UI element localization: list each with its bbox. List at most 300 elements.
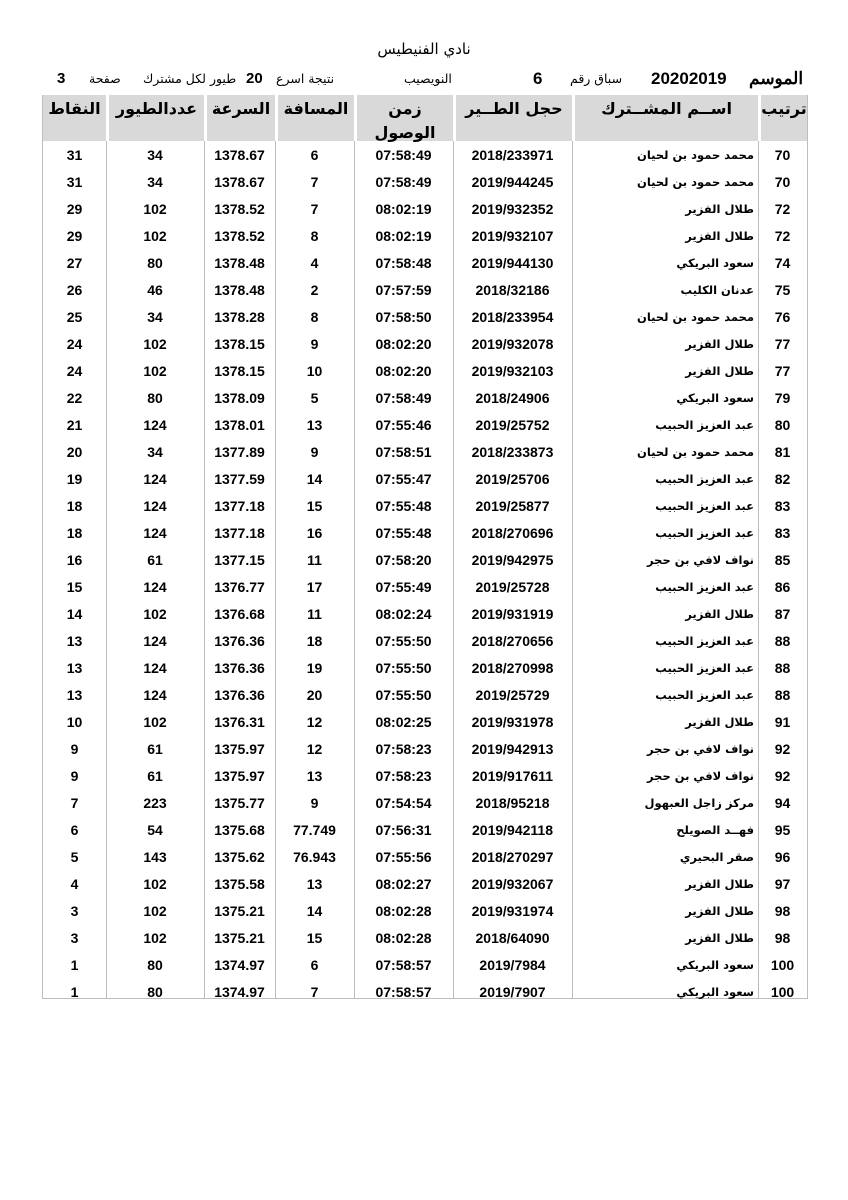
table-row	[43, 277, 807, 304]
birds-cell: 143	[143, 849, 167, 865]
distance-cell: 7	[310, 174, 319, 190]
rank-cell: 77	[774, 363, 791, 379]
arrival-cell: 07:55:46	[375, 417, 432, 433]
birds-cell: 124	[143, 687, 167, 703]
rank-cell: 95	[774, 822, 791, 838]
distance-cell: 7	[310, 201, 319, 217]
header-points-cell	[43, 95, 106, 141]
speed-cell: 1376.36	[214, 633, 265, 649]
speed-cell: 1374.97	[214, 984, 265, 1000]
table-row	[43, 844, 807, 871]
page-label: صفحة	[89, 71, 121, 86]
speed-cell: 1378.52	[214, 228, 265, 244]
arrival-cell: 08:02:27	[375, 876, 432, 892]
birds-count: 20	[246, 70, 263, 87]
birds-cell: 102	[143, 363, 167, 379]
ring-cell: 2018/95218	[475, 795, 550, 811]
points-cell: 13	[66, 660, 83, 676]
arrival-cell: 07:55:56	[375, 849, 432, 865]
distance-cell: 20	[306, 687, 323, 703]
ring-cell: 2019/944130	[471, 255, 554, 271]
birds-cell: 124	[143, 417, 167, 433]
points-cell: 19	[66, 471, 83, 487]
speed-cell: 1378.52	[214, 201, 265, 217]
distance-cell: 8	[310, 309, 319, 325]
header-distance: المسافة	[283, 99, 349, 118]
table-row	[43, 250, 807, 277]
ring-cell: 2019/932067	[471, 876, 554, 892]
arrival-cell: 07:58:51	[375, 444, 432, 460]
member-cell: فهــد الصويلح	[676, 823, 754, 837]
points-cell: 15	[66, 579, 83, 595]
points-cell: 25	[66, 309, 83, 325]
speed-cell: 1375.97	[214, 768, 265, 784]
table-row	[43, 628, 807, 655]
birds-cell: 54	[147, 822, 163, 838]
distance-cell: 13	[306, 768, 323, 784]
member-cell: محمد حمود بن لحيان	[637, 175, 754, 189]
speed-cell: 1378.15	[214, 363, 265, 379]
arrival-cell: 08:02:25	[375, 714, 432, 730]
points-cell: 29	[66, 201, 83, 217]
ring-cell: 2019/942975	[471, 552, 554, 568]
rank-cell: 87	[774, 606, 791, 622]
distance-cell: 18	[306, 633, 323, 649]
table-row	[43, 898, 807, 925]
points-cell: 3	[70, 903, 79, 919]
speed-cell: 1376.31	[214, 714, 265, 730]
arrival-cell: 07:58:20	[375, 552, 432, 568]
rank-cell: 88	[774, 687, 791, 703]
birds-cell: 223	[143, 795, 167, 811]
points-cell: 31	[66, 147, 83, 163]
arrival-cell: 07:55:50	[375, 687, 432, 703]
member-cell: طلال الفزير	[685, 877, 754, 891]
ring-cell: 2019/25877	[475, 498, 550, 514]
points-cell: 24	[66, 336, 83, 352]
table-row	[43, 763, 807, 790]
arrival-cell: 08:02:28	[375, 903, 432, 919]
birds-cell: 102	[143, 336, 167, 352]
distance-cell: 5	[310, 390, 319, 406]
arrival-cell: 07:58:49	[375, 147, 432, 163]
distance-cell: 2	[310, 282, 319, 298]
distance-cell: 4	[310, 255, 319, 271]
distance-cell: 12	[306, 741, 323, 757]
ring-cell: 2018/32186	[475, 282, 550, 298]
speed-cell: 1378.09	[214, 390, 265, 406]
ring-cell: 2019/7984	[479, 957, 546, 973]
member-cell: عبد العزيز الحبيب	[655, 580, 754, 594]
member-cell: عبد العزيز الحبيب	[655, 418, 754, 432]
distance-cell: 77.749	[293, 822, 336, 838]
table-row	[43, 952, 807, 979]
table-row	[43, 979, 807, 1006]
header-member-cell	[572, 95, 758, 141]
table-body	[43, 142, 807, 1006]
speed-cell: 1377.89	[214, 444, 265, 460]
table-row	[43, 142, 807, 169]
rank-cell: 88	[774, 633, 791, 649]
distance-cell: 19	[306, 660, 323, 676]
member-cell: سعود البريكي	[676, 958, 754, 972]
table-row	[43, 493, 807, 520]
ring-cell: 2019/932103	[471, 363, 554, 379]
rank-cell: 96	[774, 849, 791, 865]
race-location: النويصيب	[404, 71, 452, 86]
distance-cell: 15	[306, 498, 323, 514]
table-row	[43, 223, 807, 250]
rank-cell: 98	[774, 903, 791, 919]
ring-cell: 2019/931919	[471, 606, 554, 622]
table-row	[43, 196, 807, 223]
birds-cell: 61	[147, 552, 163, 568]
member-cell: سعود البريكي	[676, 985, 754, 999]
speed-cell: 1376.36	[214, 660, 265, 676]
points-cell: 9	[70, 768, 79, 784]
speed-cell: 1375.68	[214, 822, 265, 838]
table-row	[43, 871, 807, 898]
member-cell: طلال الفزير	[685, 202, 754, 216]
member-cell: صقر البحيري	[679, 850, 754, 864]
speed-cell: 1377.59	[214, 471, 265, 487]
results-table	[42, 95, 808, 999]
season-value: 20202019	[651, 69, 727, 88]
ring-cell: 2018/24906	[475, 390, 550, 406]
arrival-cell: 07:57:59	[375, 282, 432, 298]
table-row	[43, 790, 807, 817]
member-cell: طلال الفزير	[685, 715, 754, 729]
birds-cell: 102	[143, 903, 167, 919]
birds-cell: 124	[143, 579, 167, 595]
ring-cell: 2019/25729	[475, 687, 550, 703]
birds-cell: 34	[147, 174, 163, 190]
distance-cell: 76.943	[293, 849, 336, 865]
header-speed: السرعة	[211, 99, 271, 118]
birds-cell: 61	[147, 741, 163, 757]
member-cell: محمد حمود بن لحيان	[637, 310, 754, 324]
speed-cell: 1376.77	[214, 579, 265, 595]
speed-cell: 1376.68	[214, 606, 265, 622]
member-cell: عبد العزيز الحبيب	[655, 499, 754, 513]
birds-cell: 46	[147, 282, 163, 298]
arrival-cell: 07:55:48	[375, 525, 432, 541]
table-row	[43, 331, 807, 358]
member-cell: عبد العزيز الحبيب	[655, 661, 754, 675]
table-row	[43, 682, 807, 709]
header-rank-cell	[758, 95, 807, 141]
speed-cell: 1375.21	[214, 930, 265, 946]
distance-cell: 13	[306, 417, 323, 433]
points-cell: 22	[66, 390, 83, 406]
distance-cell: 17	[306, 579, 323, 595]
birds-cell: 80	[147, 957, 163, 973]
distance-cell: 9	[310, 336, 319, 352]
result-label: نتيجة اسرع	[276, 71, 335, 86]
header-member: اســم المشــترك	[601, 99, 732, 118]
points-cell: 5	[70, 849, 79, 865]
birds-cell: 34	[147, 147, 163, 163]
ring-cell: 2018/64090	[475, 930, 550, 946]
speed-cell: 1375.21	[214, 903, 265, 919]
arrival-cell: 07:55:47	[375, 471, 432, 487]
rank-cell: 72	[774, 201, 791, 217]
points-cell: 29	[66, 228, 83, 244]
table-row	[43, 547, 807, 574]
birds-cell: 102	[143, 606, 167, 622]
distance-cell: 14	[306, 471, 323, 487]
season-label: الموسم	[749, 69, 804, 88]
header-arrival: زمن الوصول	[374, 99, 436, 142]
arrival-cell: 07:54:54	[375, 795, 432, 811]
speed-cell: 1376.36	[214, 687, 265, 703]
arrival-cell: 07:56:31	[375, 822, 432, 838]
table-header	[43, 95, 807, 141]
member-cell: عبد العزيز الحبيب	[655, 688, 754, 702]
points-cell: 14	[66, 606, 83, 622]
distance-cell: 14	[306, 903, 323, 919]
arrival-cell: 08:02:19	[375, 201, 432, 217]
member-cell: عبد العزيز الحبيب	[655, 472, 754, 486]
table-row	[43, 574, 807, 601]
race-number: 6	[533, 69, 543, 88]
page-number: 3	[57, 70, 66, 87]
distance-cell: 15	[306, 930, 323, 946]
arrival-cell: 07:58:23	[375, 768, 432, 784]
points-cell: 13	[66, 687, 83, 703]
header-birds: عددالطيور	[115, 99, 198, 118]
points-cell: 7	[70, 795, 79, 811]
birds-cell: 34	[147, 444, 163, 460]
arrival-cell: 07:58:23	[375, 741, 432, 757]
header-ring-cell	[453, 95, 572, 141]
arrival-cell: 08:02:20	[375, 336, 432, 352]
rank-cell: 83	[774, 498, 791, 514]
table-row	[43, 358, 807, 385]
member-cell: نواف لافي بن حجر	[647, 742, 754, 756]
ring-cell: 2019/932107	[471, 228, 554, 244]
points-cell: 18	[66, 498, 83, 514]
distance-cell: 6	[310, 957, 319, 973]
ring-cell: 2018/233873	[471, 444, 554, 460]
member-cell: طلال الفزير	[685, 931, 754, 945]
member-cell: عبد العزيز الحبيب	[655, 526, 754, 540]
distance-cell: 16	[306, 525, 323, 541]
member-cell: عدنان الكليب	[680, 283, 754, 297]
distance-cell: 11	[307, 606, 322, 622]
points-cell: 20	[66, 444, 83, 460]
header-points: النقاط	[48, 99, 101, 118]
speed-cell: 1378.15	[214, 336, 265, 352]
ring-cell: 2019/917611	[472, 768, 553, 784]
ring-cell: 2018/233954	[471, 309, 554, 325]
member-cell: سعود البريكي	[676, 256, 754, 270]
birds-cell: 102	[143, 930, 167, 946]
points-cell: 13	[66, 633, 83, 649]
points-cell: 9	[70, 741, 79, 757]
points-cell: 31	[66, 174, 83, 190]
arrival-cell: 07:55:50	[375, 633, 432, 649]
distance-cell: 11	[307, 552, 322, 568]
points-cell: 21	[66, 417, 83, 433]
rank-cell: 94	[774, 795, 791, 811]
member-cell: عبد العزيز الحبيب	[655, 634, 754, 648]
rank-cell: 92	[774, 741, 791, 757]
rank-cell: 70	[774, 147, 791, 163]
ring-cell: 2019/931978	[471, 714, 554, 730]
ring-cell: 2019/944245	[471, 174, 554, 190]
arrival-cell: 08:02:24	[375, 606, 432, 622]
table-row	[43, 655, 807, 682]
table-row	[43, 304, 807, 331]
arrival-cell: 07:58:50	[375, 309, 432, 325]
distance-cell: 13	[306, 876, 323, 892]
birds-cell: 61	[147, 768, 163, 784]
birds-cell: 102	[143, 714, 167, 730]
speed-cell: 1378.67	[214, 147, 265, 163]
rank-cell: 81	[774, 444, 791, 460]
ring-cell: 2019/931974	[471, 903, 554, 919]
rank-cell: 75	[774, 282, 791, 298]
distance-cell: 10	[306, 363, 323, 379]
header-arrival-cell	[354, 95, 453, 141]
table-row	[43, 412, 807, 439]
speed-cell: 1375.77	[214, 795, 265, 811]
table-row	[43, 925, 807, 952]
member-cell: محمد حمود بن لحيان	[637, 148, 754, 162]
points-cell: 4	[70, 876, 79, 892]
points-cell: 27	[66, 255, 83, 271]
table-row	[43, 520, 807, 547]
birds-cell: 102	[143, 876, 167, 892]
header-rank: ترتيب	[761, 99, 807, 118]
speed-cell: 1375.62	[214, 849, 265, 865]
member-cell: مركز زاجل العبهول	[644, 796, 754, 810]
arrival-cell: 07:55:49	[375, 579, 432, 595]
ring-cell: 2019/25728	[475, 579, 550, 595]
birds-cell: 124	[143, 498, 167, 514]
ring-cell: 2018/270656	[471, 633, 554, 649]
speed-cell: 1378.28	[214, 309, 265, 325]
points-cell: 26	[66, 282, 83, 298]
rank-cell: 76	[774, 309, 791, 325]
arrival-cell: 07:58:57	[375, 957, 432, 973]
rank-cell: 82	[774, 471, 791, 487]
ring-cell: 2018/270297	[471, 849, 554, 865]
birds-cell: 102	[143, 228, 167, 244]
birds-cell: 80	[147, 390, 163, 406]
speed-cell: 1378.48	[214, 282, 265, 298]
race-label: سباق رقم	[570, 71, 623, 86]
birds-cell: 124	[143, 471, 167, 487]
birds-per-member-label: طيور لكل مشترك	[143, 71, 237, 86]
arrival-cell: 07:58:49	[375, 174, 432, 190]
table-row	[43, 817, 807, 844]
rank-cell: 86	[774, 579, 791, 595]
header-distance-cell	[275, 95, 354, 141]
speed-cell: 1378.67	[214, 174, 265, 190]
member-cell: طلال الفزير	[685, 364, 754, 378]
arrival-cell: 08:02:28	[375, 930, 432, 946]
member-cell: نواف لافي بن حجر	[647, 769, 754, 783]
speed-cell: 1378.48	[214, 255, 265, 271]
points-cell: 6	[70, 822, 79, 838]
points-cell: 10	[66, 714, 83, 730]
birds-cell: 124	[143, 633, 167, 649]
member-cell: طلال الفزير	[685, 904, 754, 918]
birds-cell: 124	[143, 660, 167, 676]
member-cell: نواف لافي بن حجر	[647, 553, 754, 567]
distance-cell: 8	[310, 228, 319, 244]
points-cell: 16	[66, 552, 83, 568]
birds-cell: 124	[143, 525, 167, 541]
member-cell: سعود البريكي	[676, 391, 754, 405]
rank-cell: 85	[774, 552, 791, 568]
distance-cell: 12	[306, 714, 323, 730]
table-row	[43, 709, 807, 736]
ring-cell: 2019/25706	[475, 471, 550, 487]
arrival-cell: 08:02:20	[375, 363, 432, 379]
points-cell: 24	[66, 363, 83, 379]
distance-cell: 9	[310, 795, 319, 811]
table-row	[43, 736, 807, 763]
arrival-cell: 07:55:50	[375, 660, 432, 676]
points-cell: 1	[70, 957, 79, 973]
speed-cell: 1375.97	[214, 741, 265, 757]
speed-cell: 1374.97	[214, 957, 265, 973]
ring-cell: 2019/932078	[471, 336, 554, 352]
points-cell: 3	[70, 930, 79, 946]
rank-cell: 72	[774, 228, 791, 244]
club-name: نادي الفنيطيس	[377, 40, 471, 58]
points-cell: 18	[66, 525, 83, 541]
table-row	[43, 385, 807, 412]
birds-cell: 34	[147, 309, 163, 325]
table-row	[43, 439, 807, 466]
birds-cell: 102	[143, 201, 167, 217]
header-ring: حجل الطــير	[465, 99, 563, 118]
header-speed-cell	[204, 95, 275, 141]
ring-cell: 2019/942913	[471, 741, 554, 757]
ring-cell: 2018/233971	[471, 147, 554, 163]
speed-cell: 1378.01	[214, 417, 265, 433]
table-row	[43, 601, 807, 628]
ring-cell: 2019/25752	[475, 417, 550, 433]
speed-cell: 1377.18	[214, 498, 265, 514]
points-cell: 1	[70, 984, 79, 1000]
arrival-cell: 07:55:48	[375, 498, 432, 514]
rank-cell: 98	[774, 930, 791, 946]
distance-cell: 7	[310, 984, 319, 1000]
speed-cell: 1377.18	[214, 525, 265, 541]
speed-cell: 1375.58	[214, 876, 265, 892]
ring-cell: 2019/932352	[471, 201, 554, 217]
rank-cell: 100	[770, 957, 795, 973]
distance-cell: 6	[310, 147, 319, 163]
ring-cell: 2019/7907	[479, 984, 546, 1000]
header-birds-cell	[106, 95, 204, 141]
arrival-cell: 07:58:57	[375, 984, 432, 1000]
birds-cell: 80	[147, 255, 163, 271]
member-cell: طلال الفزير	[685, 337, 754, 351]
arrival-cell: 08:02:19	[375, 228, 432, 244]
rank-cell: 92	[774, 768, 791, 784]
arrival-cell: 07:58:48	[375, 255, 432, 271]
arrival-cell: 07:58:49	[375, 390, 432, 406]
rank-cell: 70	[774, 174, 791, 190]
birds-cell: 80	[147, 984, 163, 1000]
rank-cell: 97	[774, 876, 791, 892]
